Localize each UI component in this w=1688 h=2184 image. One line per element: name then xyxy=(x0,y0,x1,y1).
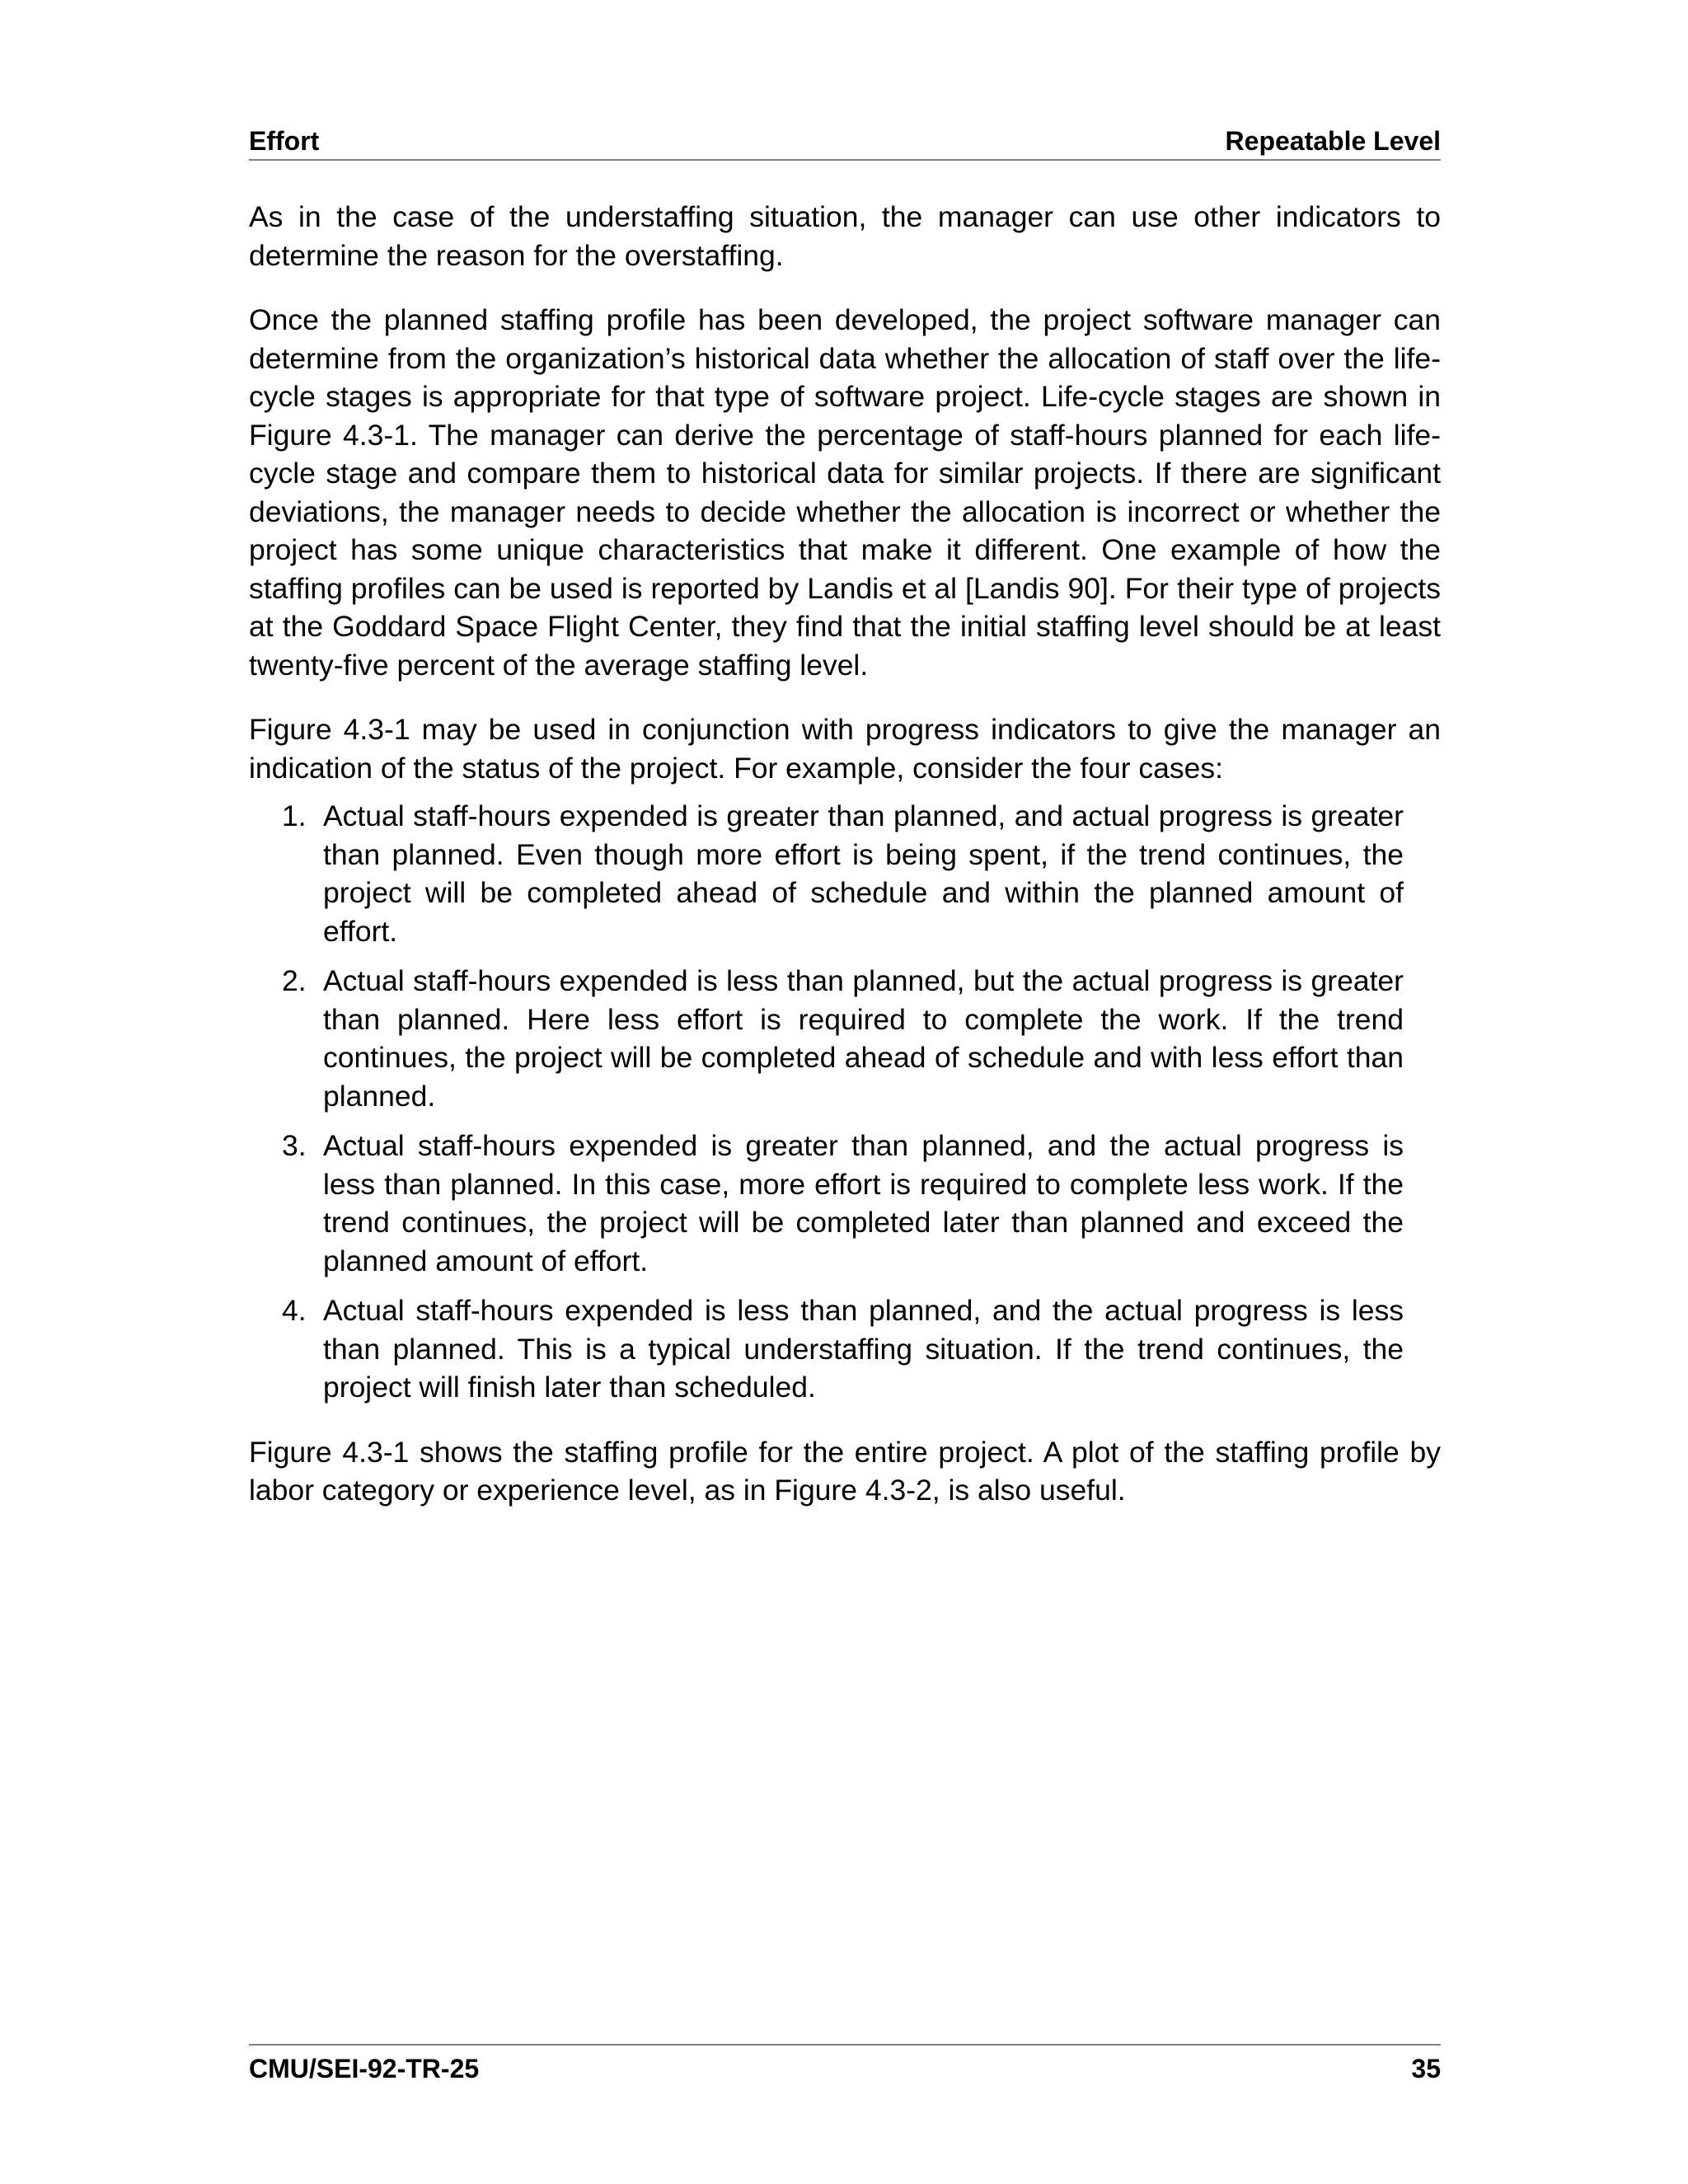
running-header xyxy=(249,126,1441,161)
list-item xyxy=(249,1127,1441,1280)
body-text xyxy=(249,198,1441,1536)
list-item-number: 4. xyxy=(282,1294,307,1327)
paragraph-progress-indicators: Figure 4.3-1 may be used in conjunction with progress indicators to give the manager an indication of the status of the project. For example, consider the four cases: xyxy=(249,713,1441,785)
paragraph-overstaffing: As in the case of the understaffing situation, the manager can use other indicators to determine the reason for the overstaffing. xyxy=(249,200,1441,272)
list-item-text: Actual staff-hours expended is greater than planned, and actual progress is greater than planned. Even though more effort is being spent, if the trend continues, the project will be completed ahead of schedule and within the planned amount of effort. xyxy=(323,799,1404,948)
document-page xyxy=(249,0,1441,2184)
paragraph-staffing-plot: Figure 4.3-1 shows the staffing profile for the entire project. A plot of the staffing profile by labor category or experience level, as in Figure 4.3-2, is also useful. xyxy=(249,1435,1441,1507)
list-item-number: 3. xyxy=(282,1129,307,1162)
header-section-title: Effort xyxy=(249,126,320,156)
list-item xyxy=(249,797,1441,950)
list-item-number: 2. xyxy=(282,964,307,997)
cases-list xyxy=(249,797,1441,1407)
report-number: CMU/SEI-92-TR-25 xyxy=(249,2054,480,2083)
header-level-title: Repeatable Level xyxy=(1225,126,1441,156)
list-item xyxy=(249,1291,1441,1407)
list-item-text: Actual staff-hours expended is greater than planned, and the actual progress is less than planned. In this case, more effort is required to complete less work. If the trend continues, the project will be completed later than planned and exceed the planned amount of effort. xyxy=(323,1129,1404,1277)
paragraph-staffing-profile: Once the planned staffing profile has been developed, the project software manager can determine from the organization’s historical data whether the allocation of staff over the life-cycle stages is appropriate for that type of software project. Life-cycle stages are shown in Figure 4.3-1. The manager can derive the percentage of staff-hours planned for each life-cycle stage and compare them to historical data for similar projects. If there are significant deviations, the manager needs to decide whether the allocation is incorrect or whether the project has some unique characteristics that make it different. One example of how the staffing profiles can be used is reported by Landis et al [Landis 90]. For their type of projects at the Goddard Space Flight Center, they find that the initial staffing level should be at least twenty-five percent of the average staffing level. xyxy=(249,303,1441,682)
page-number: 35 xyxy=(1411,2054,1441,2083)
list-item xyxy=(249,962,1441,1115)
running-footer xyxy=(249,2044,1441,2083)
list-item-text: Actual staff-hours expended is less than planned, and the actual progress is less than planned. This is a typical understaffing situation. If the trend continues, the project will finish later than scheduled. xyxy=(323,1294,1404,1404)
list-item-text: Actual staff-hours expended is less than planned, but the actual progress is greater than planned. Here less effort is required to complete the work. If the trend continues, the project will be completed ahead of schedule and with less effort than planned. xyxy=(323,964,1404,1113)
list-item-number: 1. xyxy=(282,799,307,832)
